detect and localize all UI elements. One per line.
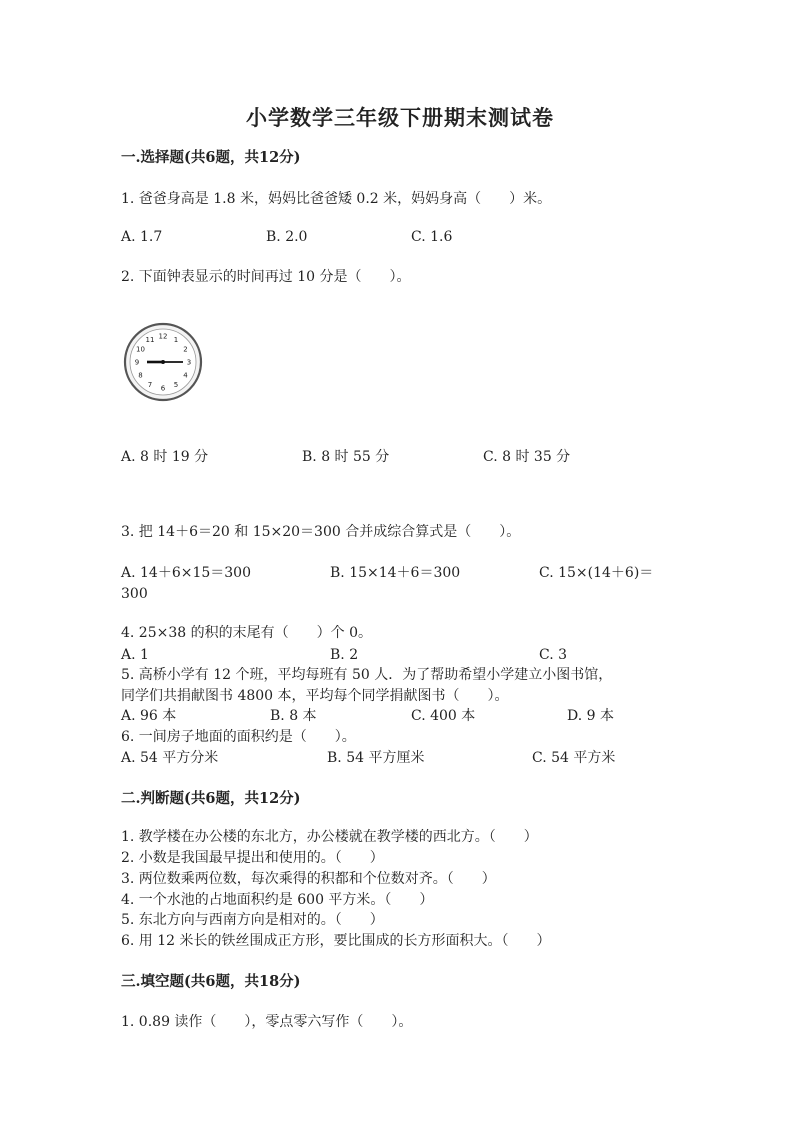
clock-numeral: 8 (138, 371, 143, 380)
question-2-option-c: C. 8 时 35 分 (483, 449, 571, 465)
question-5-stem: 5. 高桥小学有 12 个班，平均每班有 50 人．为了帮助希望小学建立小图书馆， (121, 667, 613, 683)
question-2-option-b: B. 8 时 55 分 (302, 449, 390, 465)
clock-numeral: 3 (186, 358, 192, 367)
clock-numeral: 12 (158, 332, 168, 341)
judge-item-2: 2. 小数是我国最早提出和使用的。（ ） (121, 850, 384, 866)
question-6-stem: 6. 一间房子地面的面积约是（ ）。 (121, 729, 356, 745)
clock-numeral: 6 (160, 384, 166, 393)
question-5-stem-line2: 同学们共捐献图书 4800 本，平均每个同学捐献图书（ ）。 (121, 688, 509, 704)
question-5-option-c: C. 400 本 (411, 708, 476, 724)
judge-item-1: 1. 教学楼在办公楼的东北方，办公楼就在教学楼的西北方。（ ） (121, 829, 538, 845)
clock-numeral: 4 (183, 371, 188, 380)
judge-item-5: 5. 东北方向与西南方向是相对的。（ ） (121, 912, 384, 928)
clock-numeral: 10 (136, 345, 145, 354)
question-2-stem: 2. 下面钟表显示的时间再过 10 分是（ ）。 (121, 269, 411, 285)
question-6-option-c: C. 54 平方米 (532, 750, 616, 766)
fill-item-1: 1. 0.89 读作（ ），零点零六写作（ ）。 (121, 1014, 413, 1030)
question-1-option-c: C. 1.6 (411, 229, 453, 245)
question-4-option-a: A. 1 (121, 647, 149, 663)
section-heading-fill: 三.填空题(共6题，共18分) (121, 973, 301, 990)
question-2-option-a: A. 8 时 19 分 (121, 449, 209, 465)
clock-numeral: 5 (173, 381, 179, 390)
question-5-option-a: A. 96 本 (121, 708, 177, 724)
question-1-option-b: B. 2.0 (266, 229, 308, 245)
question-6-option-a: A. 54 平方分米 (121, 750, 219, 766)
question-1-stem: 1. 爸爸身高是 1.8 米，妈妈比爸爸矮 0.2 米，妈妈身高（ ）米。 (121, 191, 552, 207)
question-3-option-a: A. 14＋6×15＝300 (121, 565, 251, 581)
clock-numeral: 9 (134, 358, 140, 367)
clock-numeral: 7 (147, 381, 153, 390)
clock-numeral: 1 (173, 335, 179, 344)
question-5-option-b: B. 8 本 (270, 708, 317, 724)
question-1-option-a: A. 1.7 (121, 229, 163, 245)
question-4-option-c: C. 3 (539, 647, 568, 663)
question-3-stem: 3. 把 14＋6＝20 和 15×20＝300 合并成综合算式是（ ）。 (121, 524, 521, 540)
clock-numeral: 2 (183, 345, 188, 354)
section-heading-judge: 二.判断题(共6题，共12分) (121, 790, 301, 807)
clock-center (161, 360, 165, 364)
clock-numeral: 11 (145, 335, 155, 344)
question-3-option-c-continued: 300 (121, 586, 148, 602)
question-4-stem: 4. 25×38 的积的末尾有（ ）个 0。 (121, 625, 372, 641)
question-6-option-b: B. 54 平方厘米 (327, 750, 425, 766)
question-4-option-b: B. 2 (330, 647, 359, 663)
question-3-option-b: B. 15×14＋6＝300 (330, 565, 461, 581)
judge-item-4: 4. 一个水池的占地面积约是 600 平方米。（ ） (121, 892, 434, 908)
page-title: 小学数学三年级下册期末测试卷 (246, 105, 554, 130)
clock-image (121, 322, 205, 402)
judge-item-3: 3. 两位数乘两位数，每次乘得的积都和个位数对齐。（ ） (121, 871, 496, 887)
judge-item-6: 6. 用 12 米长的铁丝围成正方形，要比围成的长方形面积大。（ ） (121, 933, 551, 949)
question-5-option-d: D. 9 本 (567, 708, 614, 724)
question-3-option-c: C. 15×(14＋6)＝ (539, 565, 654, 581)
section-heading-choice: 一.选择题(共6题，共12分) (121, 149, 301, 166)
